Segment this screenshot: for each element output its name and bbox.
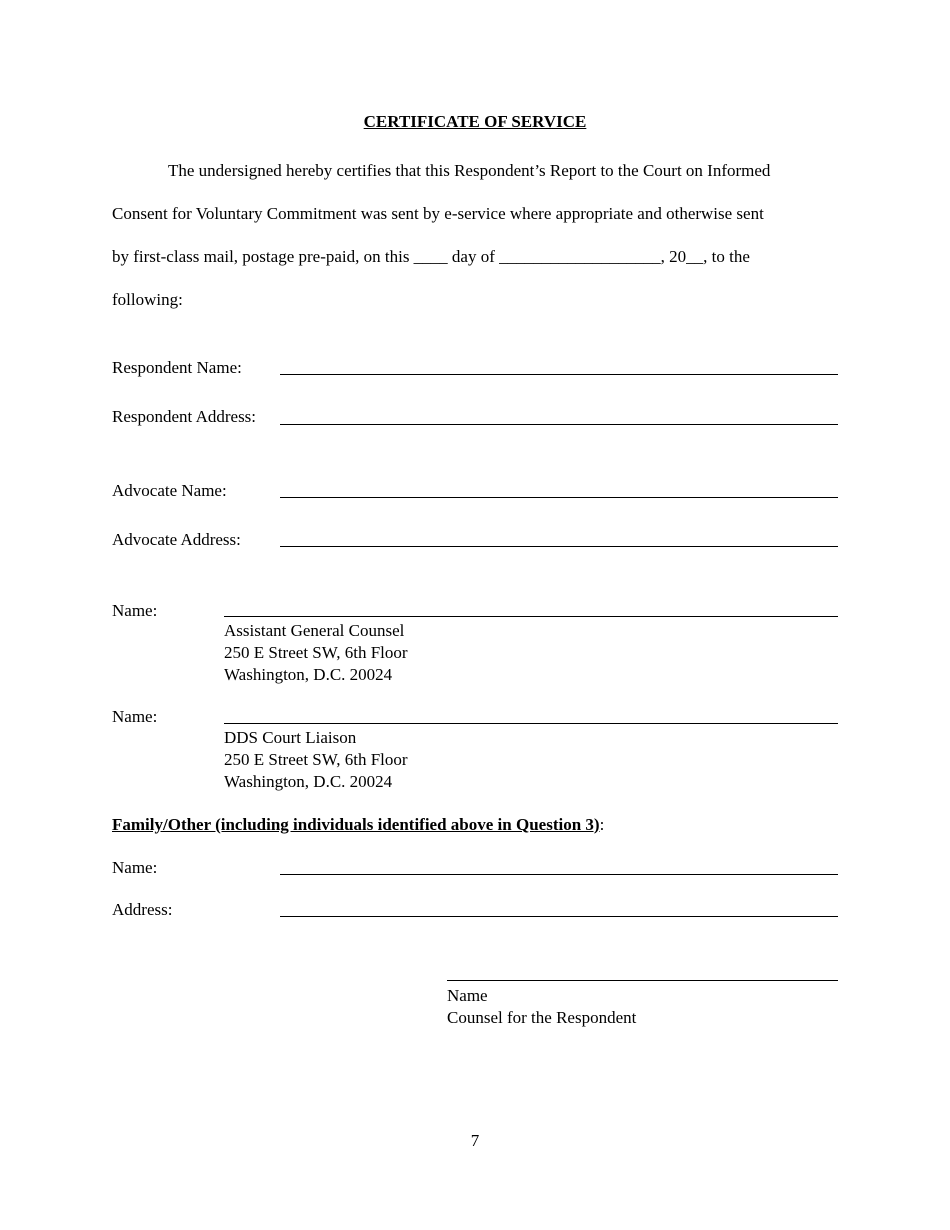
family-heading-colon: : <box>599 815 605 834</box>
page-title: CERTIFICATE OF SERVICE <box>363 112 587 131</box>
signature-name: Name <box>447 986 488 1005</box>
family-heading-row <box>112 815 604 835</box>
signature-line[interactable] <box>447 980 838 981</box>
family-name-label: Name: <box>112 858 158 877</box>
recipient-1-street: 250 E Street SW, 6th Floor <box>224 643 408 662</box>
recipient-1-city: Washington, D.C. 20024 <box>224 665 393 684</box>
recipient-1-label: Name: <box>112 601 158 620</box>
body-line-2: Consent for Voluntary Commitment was sent by e-service where appropriate and otherwise sent <box>112 204 764 223</box>
advocate-name-label: Advocate Name: <box>112 481 227 500</box>
body-line-1: The undersigned hereby certifies that this Respondent’s Report to the Court on Informed <box>168 161 771 180</box>
advocate-address-field[interactable] <box>280 546 838 547</box>
signature-role: Counsel for the Respondent <box>447 1008 637 1027</box>
recipient-1-title: Assistant General Counsel <box>224 621 405 640</box>
advocate-name-field[interactable] <box>280 497 838 498</box>
family-address-field[interactable] <box>280 916 838 917</box>
recipient-2-name-field[interactable] <box>224 723 838 724</box>
family-address-label: Address: <box>112 900 173 919</box>
body-line-3: by first-class mail, postage pre-paid, on this ____ day of ___________________, 20__, to the <box>112 247 750 266</box>
respondent-name-label: Respondent Name: <box>112 358 242 377</box>
recipient-2-title: DDS Court Liaison <box>224 728 357 747</box>
recipient-2-city: Washington, D.C. 20024 <box>224 772 393 791</box>
recipient-2-street: 250 E Street SW, 6th Floor <box>224 750 408 769</box>
respondent-name-field[interactable] <box>280 374 838 375</box>
respondent-address-label: Respondent Address: <box>112 407 257 426</box>
recipient-2-label: Name: <box>112 707 158 726</box>
body-line-4: following: <box>112 290 183 309</box>
page-number: 7 <box>470 1131 480 1150</box>
family-heading: Family/Other (including individuals identified above in Question 3) <box>112 815 600 834</box>
family-name-field[interactable] <box>280 874 838 875</box>
respondent-address-field[interactable] <box>280 424 838 425</box>
recipient-1-name-field[interactable] <box>224 616 838 617</box>
advocate-address-label: Advocate Address: <box>112 530 241 549</box>
